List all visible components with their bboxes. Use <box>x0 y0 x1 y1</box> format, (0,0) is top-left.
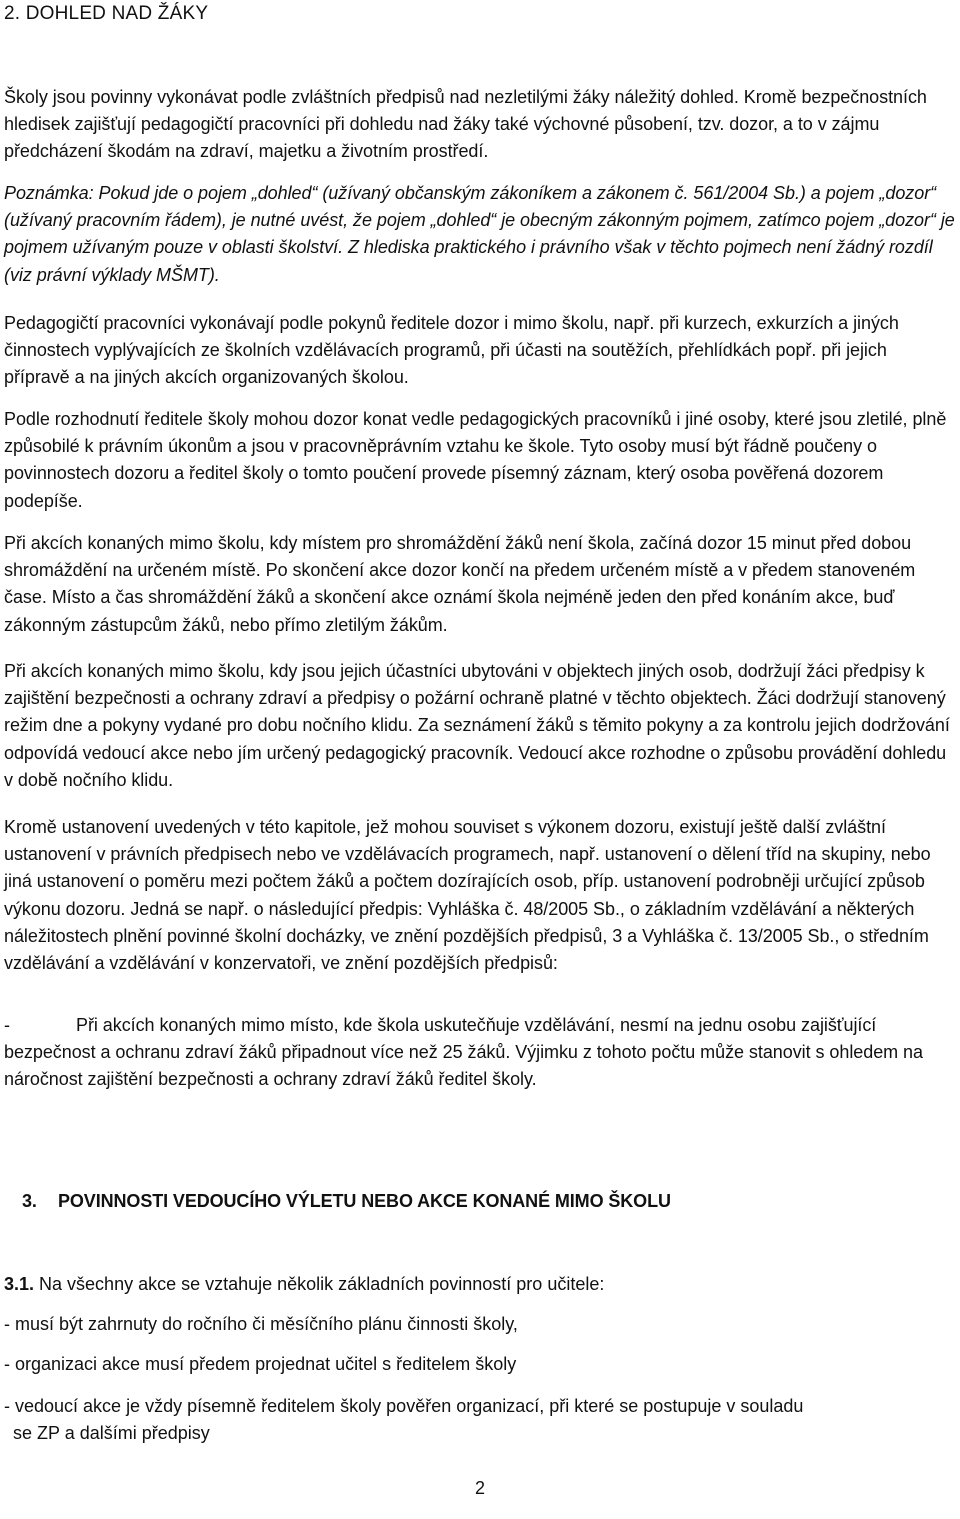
list-item-continuation: se ZP a dalšími předpisy <box>13 1423 210 1444</box>
paragraph-supervision-intro: Školy jsou povinny vykonávat podle zvláštních předpisů nad nezletilými žáky náležitý dohled. Kromě bezpečnostních hledisek zajišťují pedagogičtí pracovníci při dohledu nad žáky také výchovné působení, tzv. dozor, a to v zájmu předcházení škodám na zdraví, majetku a životním prostředí. <box>4 87 927 162</box>
heading-3-number: 3. <box>22 1191 37 1211</box>
list-item <box>4 1393 956 1447</box>
paragraph-limit-text: Při akcích konaných mimo místo, kde škola uskutečňuje vzdělávání, nesmí na jednu osobu zajišťující bezpečnost a ochranu zdraví žáků připadnout více než 25 žáků. Výjimku z tohoto počtu může stanovit s ohledem na náročnost zajištění bezpečnosti a ochrany zdraví žáků ředitel školy. <box>4 1015 923 1090</box>
paragraph-other-provisions: Kromě ustanovení uvedených v této kapitole, jež mohou souviset s výkonem dozoru, existují ještě další zvláštní ustanovení v právních předpisech nebo ve vzdělávacích programech, např. ustanovení o dělení tříd na skupiny, nebo jiná ustanovení o poměru mezi počtem žáků a počtem dozírajících osob, příp. ustanovení podrobněji určující způsob výkonu dozoru. Jedná se např. o následující předpis: Vyhláška č. 48/2005 Sb., o základním vzdělávání a některých náležitostech plnění povinné školní docházky, ve znění pozdějších předpisů, 3 a Vyhláška č. 13/2005 Sb., o středním vzdělávání a vzdělávání v konzervatoři, ve znění pozdějších předpisů: <box>4 817 931 974</box>
section-heading-2: 2. DOHLED NAD ŽÁKY <box>4 3 209 24</box>
paragraph-note: Poznámka: Pokud jde o pojem „dohled“ (užívaný občanským zákoníkem a zákonem č. 561/2004 Sb.) a pojem „dozor“ (užívaný pracovním řádem), je nutné uvést, že pojem „dohled“ je obecným zákonným pojmem, zatímco pojem „dozor“ je pojmem užívaným pouze v oblasti školství. Z hlediska praktického i právního však v těchto pojmech není žádný rozdíl (viz právní výklady MŠMT). <box>4 183 955 285</box>
subsection-3-1 <box>4 1271 604 1298</box>
dash-marker: - <box>4 1015 10 1035</box>
list-item-line: - vedoucí akce je vždy písemně ředitelem školy pověřen organizací, při které se postupuje v souladu <box>4 1396 804 1416</box>
paragraph-teachers-supervision: Pedagogičtí pracovníci vykonávají podle pokynů ředitele dozor i mimo školu, např. při kurzech, exkurzích a jiných činnostech vyplývajících ze školních vzdělávacích programů, při účasti na soutěžích, přehlídkách popř. při jejich přípravě a na jiných akcích organizovaných školou. <box>4 313 899 388</box>
subsection-text: Na všechny akce se vztahuje několik základních povinností pro učitele: <box>34 1274 605 1294</box>
list-item: - musí být zahrnuty do ročního či měsíčního plánu činnosti školy, <box>4 1314 518 1334</box>
paragraph-limit-25 <box>4 1012 956 1094</box>
paragraph-accommodation: Při akcích konaných mimo školu, kdy jsou jejich účastníci ubytováni v objektech jiných osob, dodržují žáci předpisy k zajištění bezpečnosti a ochrany zdraví a předpisy o požární ochraně platné v těchto objektech. Žáci dodržují stanovený režim dne a pokyny vydané pro dobu nočního klidu. Za seznámení žáků s těmito pokyny a za kontrolu jejich dodržování odpovídá vedoucí akce nebo jím určený pedagogický pracovník. Vedoucí akce rozhodne o způsobu provádění dohledu v době nočního klidu. <box>4 661 950 790</box>
list-item: - organizaci akce musí předem projednat učitel s ředitelem školy <box>4 1354 517 1374</box>
page-number: 2 <box>474 1478 485 1498</box>
heading-3-text: POVINNOSTI VEDOUCÍHO VÝLETU NEBO AKCE KONANÉ MIMO ŠKOLU <box>58 1191 671 1211</box>
section-heading-3 <box>22 1189 671 1213</box>
paragraph-events-outside: Při akcích konaných mimo školu, kdy místem pro shromáždění žáků není škola, začíná dozor 15 minut před dobou shromáždění na určeném místě. Po skončení akce dozor končí na předem určeném místě a v předem stanoveném čase. Místo a čas shromáždění žáků a skončení akce oznámí škola nejméně jeden den před konáním akce, buď zákonným zástupcům žáků, nebo přímo zletilým žákům. <box>4 533 916 635</box>
paragraph-other-persons: Podle rozhodnutí ředitele školy mohou dozor konat vedle pedagogických pracovníků i jiné osoby, které jsou zletilé, plně způsobilé k právním úkonům a jsou v pracovněprávním vztahu ke škole. Tyto osoby musí být řádně poučeny o povinnostech dozoru a ředitel školy o tomto poučení provede písemný záznam, který osoba pověřená dozorem podepíše. <box>4 409 947 511</box>
subsection-number: 3.1. <box>4 1274 35 1294</box>
